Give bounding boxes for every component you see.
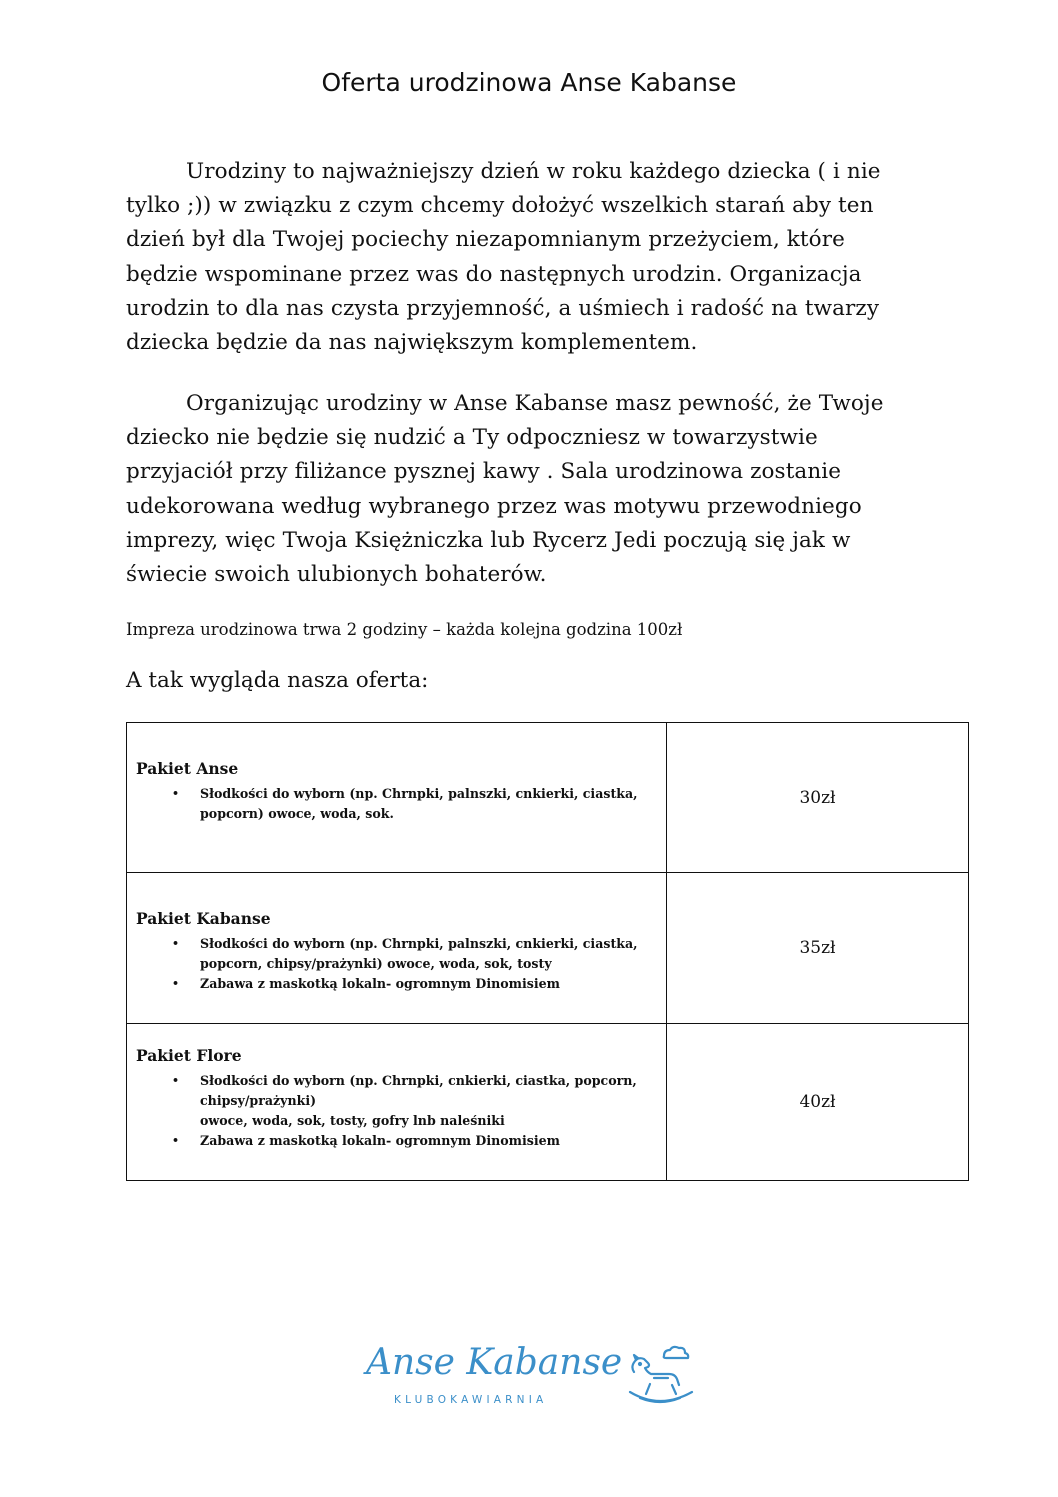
paragraph-line: świecie swoich ulubionych bohaterów.: [126, 562, 547, 588]
paragraph-line: dzień był dla Twojej pociechy niezapomnianym przeżyciem, które: [126, 227, 845, 253]
table-row: [127, 723, 969, 873]
offer-table: [126, 722, 969, 1181]
paragraph-line: przyjaciół przy filiżance pysznej kawy . Sala urodzinowa zostanie: [126, 459, 842, 485]
list-item: • Słodkości do wyborn (np. Chrnpki, palnszki, cnkierki, ciastka, popcorn, chipsy/prażynki) owoce, woda, sok, tosty: [172, 936, 638, 971]
paragraph-line: Urodziny to najważniejszy dzień w roku każdego dziecka ( i nie: [186, 159, 881, 184]
package-price: 40zł: [667, 1024, 969, 1181]
package-price: 35zł: [667, 873, 969, 1024]
package-name: Pakiet Anse: [136, 759, 239, 778]
bullet-icon: •: [172, 787, 180, 800]
package-name: Pakiet Kabanse: [136, 909, 271, 928]
bullet-icon: •: [172, 1074, 180, 1087]
list-item: • Zabawa z maskotką lokaln- ogromnym Dinomisiem: [136, 974, 666, 994]
intro-paragraph: [126, 155, 906, 360]
organization-paragraph: [126, 387, 906, 592]
bullet-icon: •: [172, 977, 180, 990]
package-items: [136, 934, 666, 994]
rocking-horse-icon: [624, 1342, 696, 1414]
paragraph-line: dziecko nie będzie się nudzić a Ty odpoczniesz w towarzystwie: [126, 425, 818, 451]
bullet-icon: •: [172, 1134, 180, 1147]
package-items: [136, 1071, 666, 1151]
paragraph-line: dziecka będzie da nas największym komplementem.: [126, 330, 698, 356]
package-price: 30zł: [667, 723, 969, 873]
paragraph-line: imprezy, więc Twoja Księżniczka lub Rycerz Jedi poczują się jak w: [126, 527, 851, 553]
table-row: [127, 873, 969, 1024]
paragraph-line: tylko ;)) w związku z czym chcemy dołożyć wszelkich starań aby ten: [126, 193, 874, 219]
bullet-icon: •: [172, 937, 180, 950]
logo-subtitle: KLUBOKAWIARNIA: [394, 1394, 548, 1406]
list-item: • Słodkości do wyborn (np. Chrnpki, palnszki, cnkierki, ciastka, popcorn) owoce, woda, sok.: [172, 786, 638, 821]
package-items: [136, 784, 666, 824]
offer-intro: A tak wygląda nasza oferta:: [126, 668, 429, 693]
logo-wordmark: Anse Kabanse: [366, 1342, 623, 1383]
page-title: Oferta urodzinowa Anse Kabanse: [321, 68, 737, 97]
package-description-cell: [127, 723, 667, 873]
package-name: Pakiet Flore: [136, 1046, 242, 1065]
duration-info: Impreza urodzinowa trwa 2 godziny – każda kolejna godzina 100zł: [126, 620, 683, 639]
package-description-cell: [127, 873, 667, 1024]
paragraph-line: będzie wspominane przez was do następnych urodzin. Organizacja: [126, 261, 862, 287]
list-item: • Zabawa z maskotką lokaln- ogromnym Dinomisiem: [136, 1131, 666, 1151]
list-item: • Słodkości do wyborn (np. Chrnpki, cnkierki, ciastka, popcorn, chipsy/prażynki) owoce, woda, sok, tosty, gofry lnb naleśniki: [172, 1073, 637, 1128]
brand-logo: [366, 1342, 696, 1420]
package-description-cell: [127, 1024, 667, 1181]
paragraph-line: udekorowana według wybranego przez was motywu przewodniego: [126, 493, 862, 519]
paragraph-line: urodzin to dla nas czysta przyjemność, a uśmiech i radość na twarzy: [126, 295, 880, 321]
table-row: [127, 1024, 969, 1181]
paragraph-line: Organizując urodziny w Anse Kabanse masz pewność, że Twoje: [186, 391, 884, 416]
